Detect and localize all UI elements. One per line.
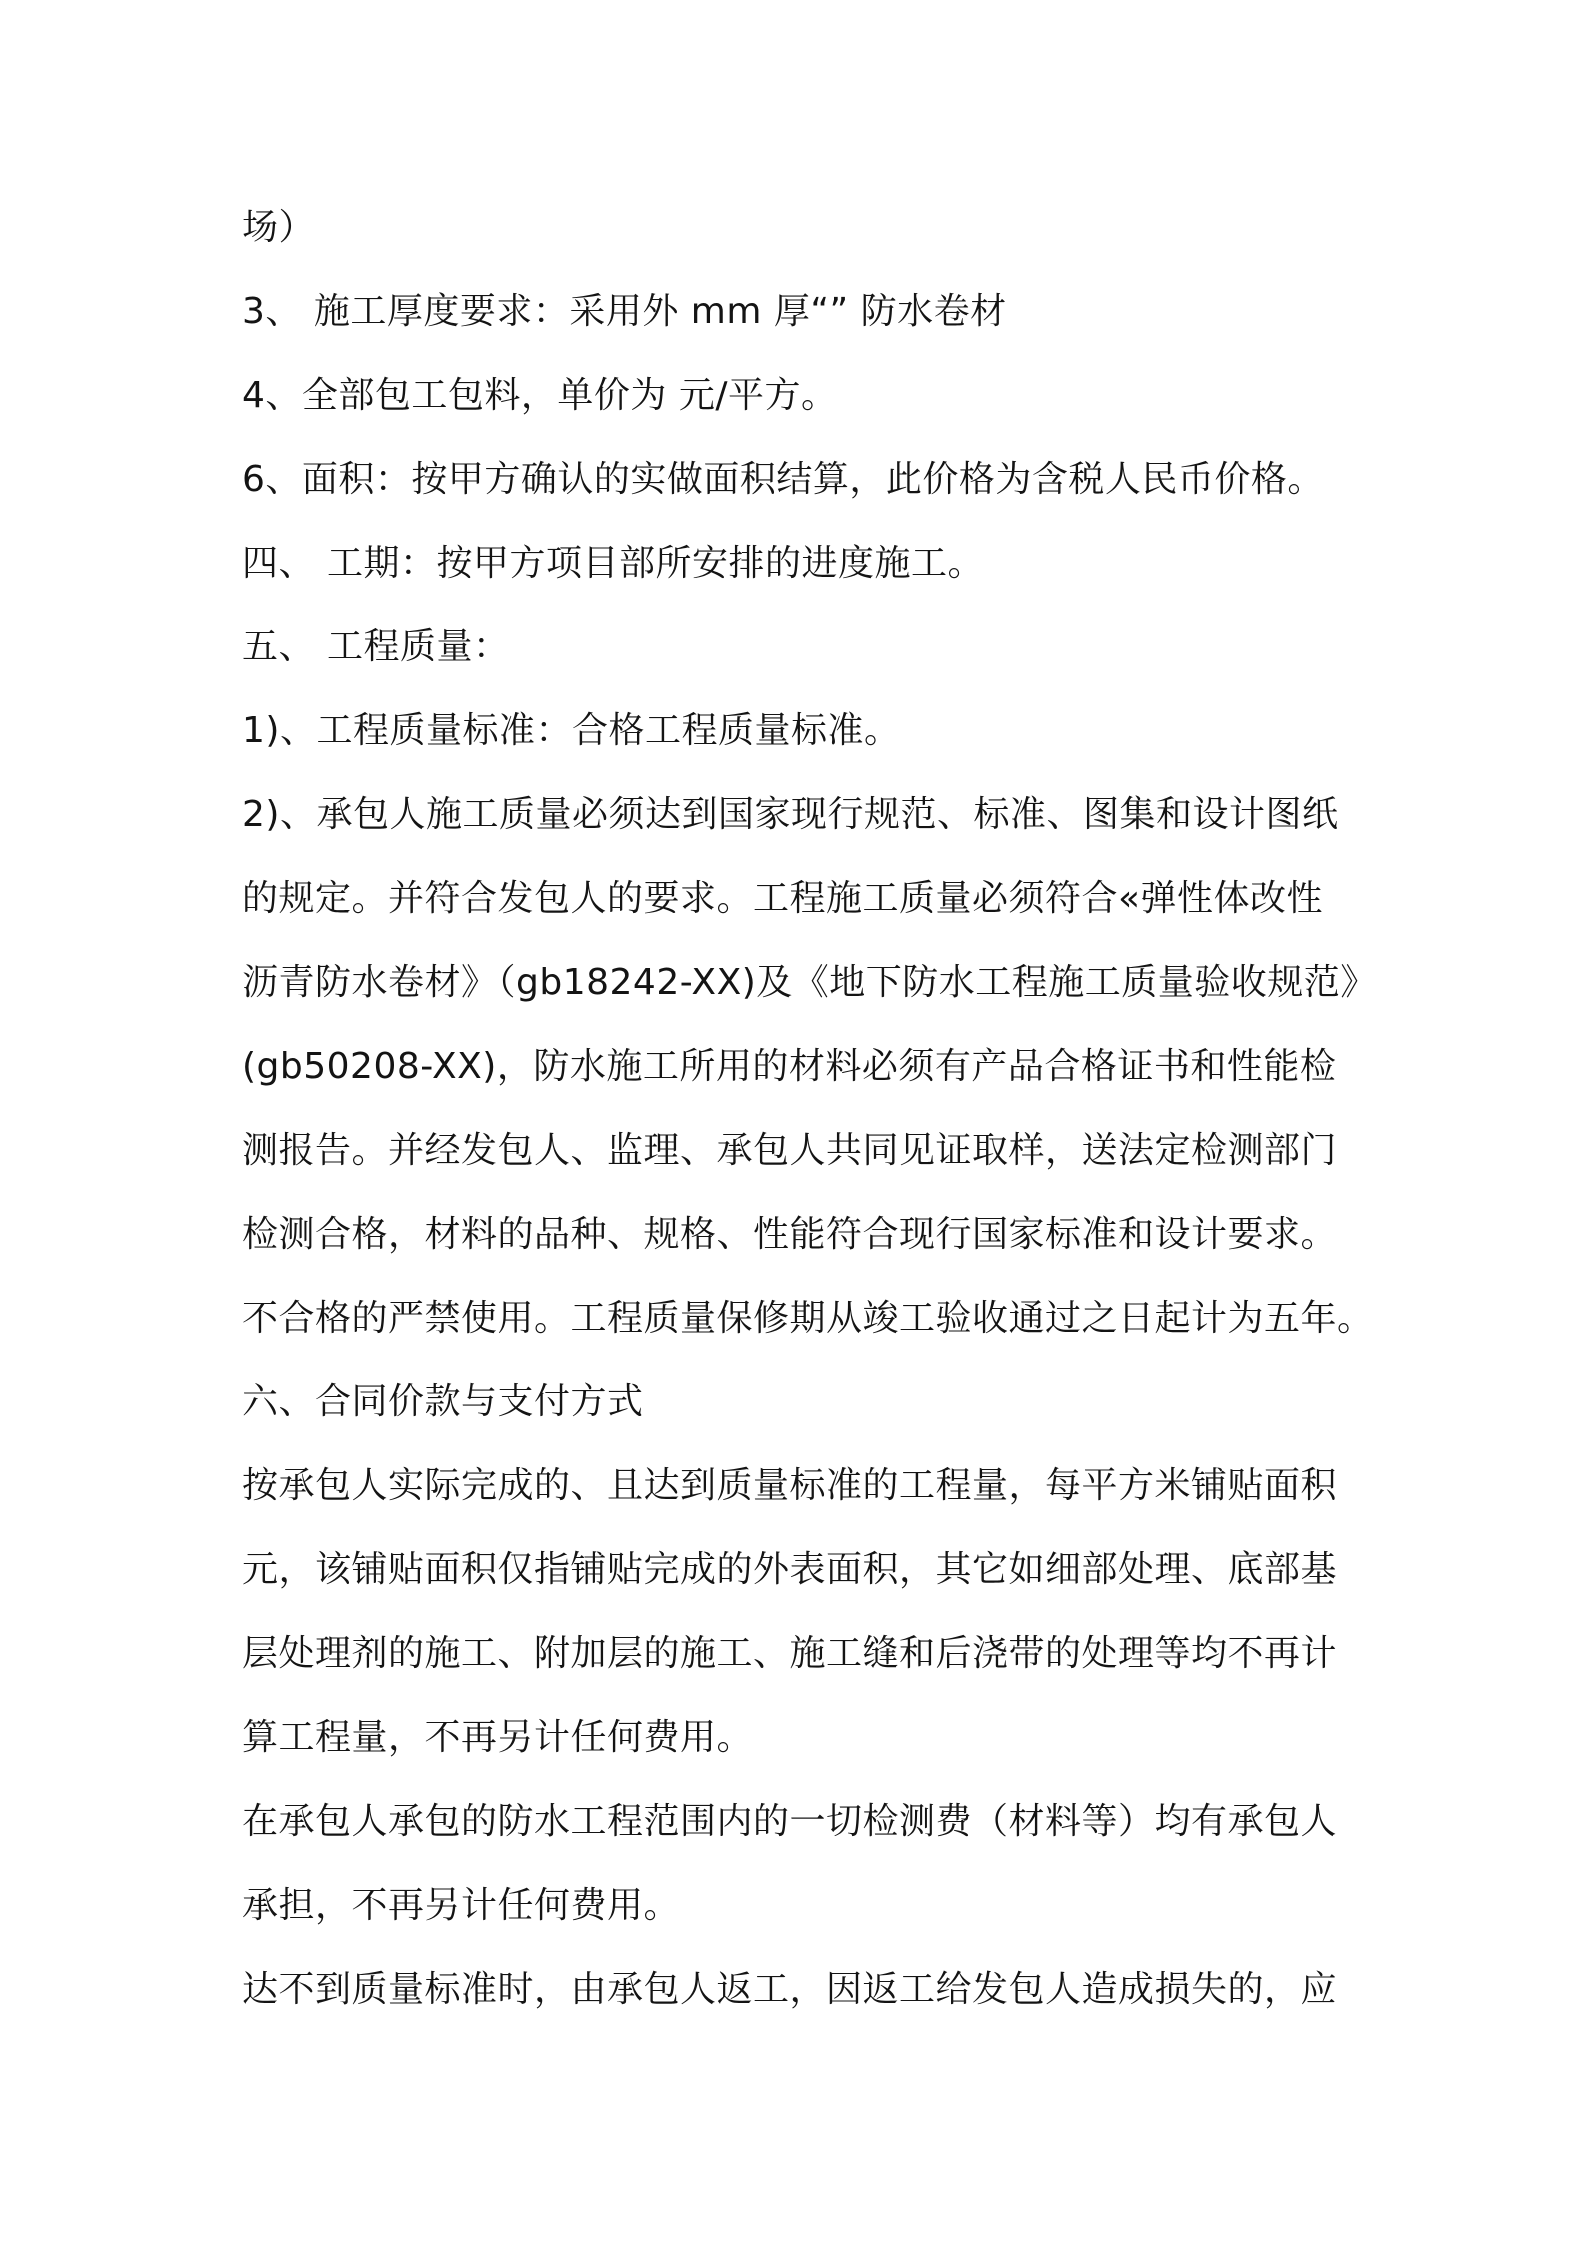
document-line: 1)、工程质量标准：合格工程质量标准。: [242, 710, 901, 752]
document-line: 按承包人实际完成的、且达到质量标准的工程量，每平方米铺贴面积: [242, 1465, 1338, 1507]
document-line: 承担，不再另计任何费用。: [242, 1884, 681, 1926]
section-heading: 六、合同价款与支付方式: [242, 1381, 644, 1423]
section-heading: 五、 工程质量：: [242, 626, 510, 668]
document-line: 的规定。并符合发包人的要求。工程施工质量必须符合«弹性体改性: [242, 878, 1324, 920]
document-line: 场）: [242, 207, 316, 248]
document-line: 检测合格，材料的品种、规格、性能符合现行国家标准和设计要求。: [242, 1213, 1338, 1255]
document-line: 算工程量，不再另计任何费用。: [242, 1717, 754, 1759]
document-line: (gb50208-XX)，防水施工所用的材料必须有产品合格证书和性能检: [242, 1045, 1337, 1087]
document-line: 达不到质量标准时，由承包人返工，因返工给发包人造成损失的，应: [242, 1968, 1338, 2010]
document-line: 3、 施工厚度要求：采用外 mm 厚“” 防水卷材: [242, 290, 1007, 332]
document-line: 在承包人承包的防水工程范围内的一切检测费（材料等）均有承包人: [242, 1800, 1338, 1842]
document-line: 6、面积：按甲方确认的实做面积结算，此价格为含税人民币价格。: [242, 458, 1324, 500]
document-line: 2)、承包人施工质量必须达到国家现行规范、标准、图集和设计图纸: [242, 794, 1339, 836]
document-line: 不合格的严禁使用。工程质量保修期从竣工验收通过之日起计为五年。: [242, 1297, 1374, 1339]
document-line: 元，该铺贴面积仅指铺贴完成的外表面积，其它如细部处理、底部基: [242, 1549, 1338, 1591]
document-line: 层处理剂的施工、附加层的施工、施工缝和后浇带的处理等均不再计: [242, 1633, 1338, 1675]
document-line: 测报告。并经发包人、监理、承包人共同见证取样，送法定检测部门: [242, 1129, 1338, 1171]
document-line: 沥青防水卷材》（gb18242-XX)及《地下防水工程施工质量验收规范》: [242, 962, 1377, 1004]
document-line: 4、全部包工包料，单价为 元/平方。: [242, 374, 838, 416]
section-heading: 四、 工期：按甲方项目部所安排的进度施工。: [242, 542, 984, 584]
